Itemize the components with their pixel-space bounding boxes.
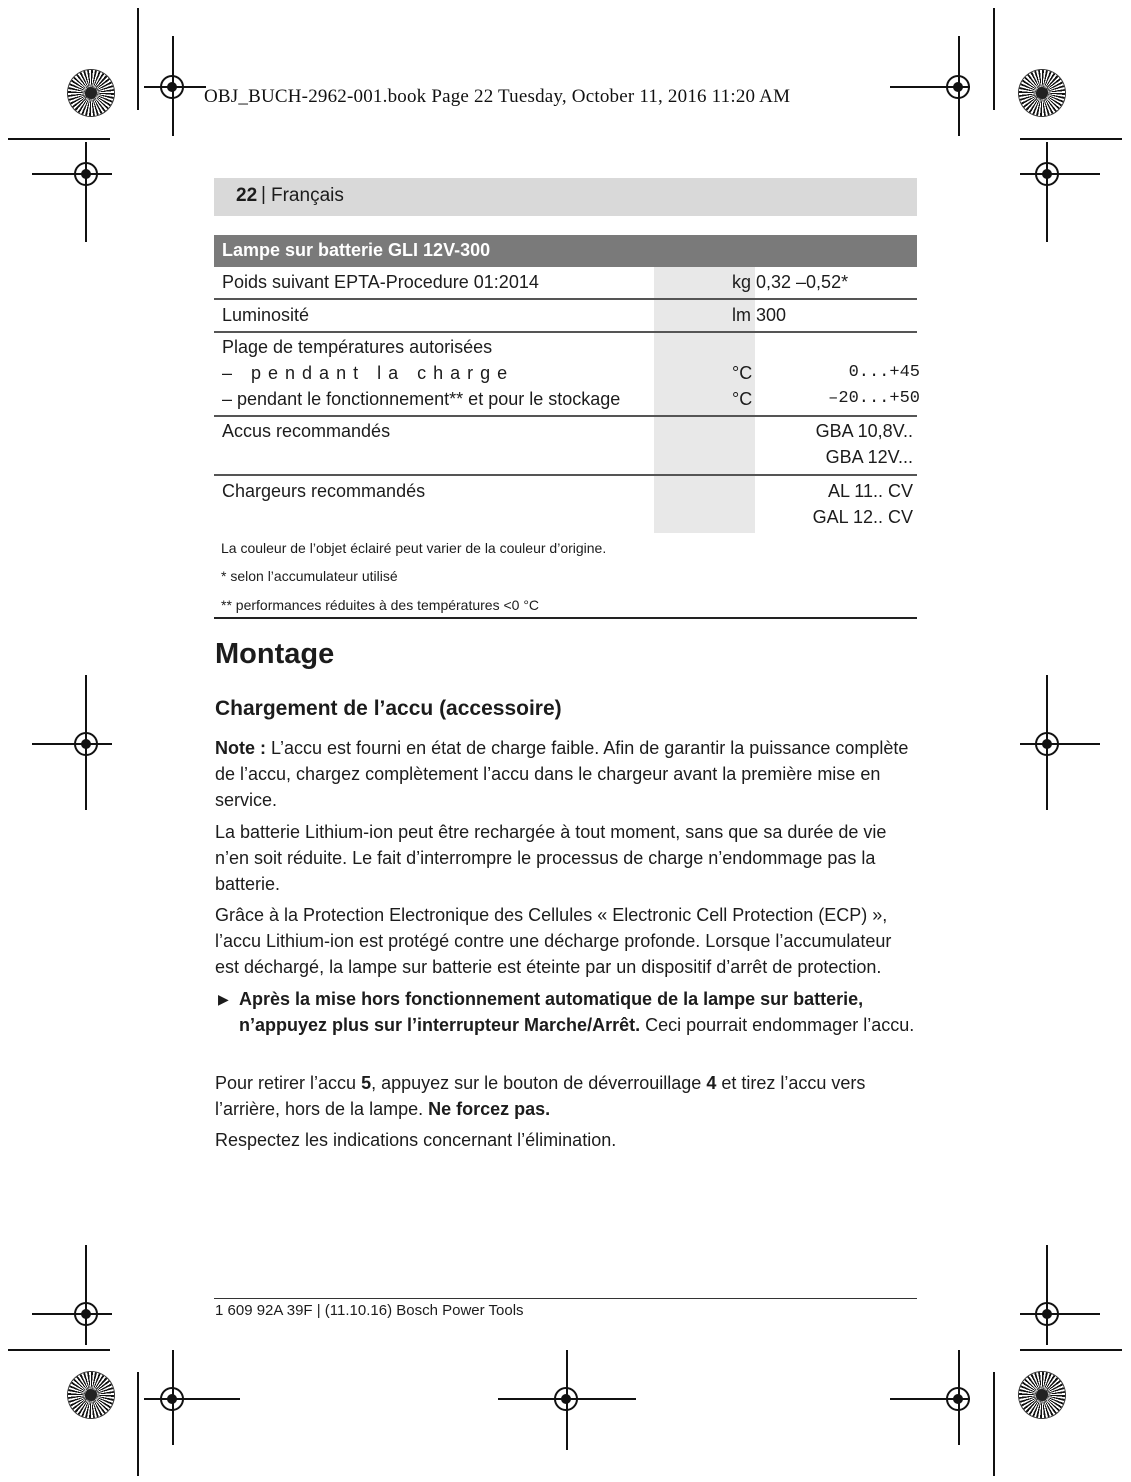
spec-label: Poids suivant EPTA-Procedure 01:2014: [222, 272, 539, 292]
bold-instruction: Ne forcez pas.: [428, 1099, 551, 1119]
removal-paragraph: [215, 1070, 920, 1122]
spec-sub-label: – pendant la charge: [222, 363, 515, 383]
spec-value: 0,32 –0,52*: [756, 272, 849, 292]
part-number: 5: [361, 1073, 372, 1093]
row-divider: [214, 298, 917, 300]
spec-value: 300: [756, 305, 787, 325]
spec-value: GBA 10,8V..: [815, 421, 913, 441]
printer-header: OBJ_BUCH-2962-001.book Page 22 Tuesday, October 11, 2016 11:20 AM: [204, 86, 791, 107]
bullet-triangle-icon: ▶: [218, 991, 229, 1007]
text-run: , appuyez sur le bouton de déverrouillage: [371, 1073, 707, 1093]
table-footnote: ** performances réduites à des températures <0 °C: [221, 597, 540, 613]
paragraph: La batterie Lithium-ion peut être rechargée à tout moment, sans que sa durée de vie n’en soit réduite. Le fait d’interrompre le processus de charge n’endommage pas la batterie.: [215, 822, 887, 894]
spec-value: GBA 12V...: [825, 447, 913, 467]
footer-rule: [214, 1298, 917, 1299]
text-run: et tirez l’accu vers l’arrière, hors de la lampe.: [215, 1073, 866, 1119]
paragraph: Respectez les indications concernant l’élimination.: [215, 1130, 617, 1150]
spec-table-title: [214, 235, 917, 267]
note-label: Note :: [215, 738, 266, 758]
spec-label: Luminosité: [222, 305, 310, 325]
spec-unit: °C: [732, 363, 753, 383]
warning-bold: Après la mise hors fonctionnement automatique de la lampe sur batterie, n’appuyez plus sur l’interrupteur Marche/Arrêt.: [239, 989, 864, 1035]
warning-text: Ceci pourrait endommager l’accu.: [640, 1015, 915, 1035]
table-bottom-rule: [214, 617, 917, 619]
warning-bullet: [239, 986, 919, 1038]
part-number: 4: [706, 1073, 717, 1093]
footer-text: 1 609 92A 39F | (11.10.16) Bosch Power Tools: [215, 1302, 524, 1319]
spec-value: GAL 12.. CV: [812, 507, 913, 527]
spec-unit: °C: [732, 389, 753, 409]
spec-value: AL 11.. CV: [827, 481, 913, 501]
table-footnote: La couleur de l’objet éclairé peut varier de la couleur d’origine.: [221, 540, 607, 556]
text-run: Pour retirer l’accu: [215, 1073, 362, 1093]
spec-value: 0...+45: [848, 363, 920, 382]
note-text: L’accu est fourni en état de charge faible. Afin de garantir la puissance complète de l’accu, chargez complètement l’accu dans le chargeur avant la première mise en service.: [215, 738, 909, 810]
spec-value: –20...+50: [828, 389, 920, 408]
table-footnote: * selon l’accumulateur utilisé: [221, 568, 398, 584]
spec-table-title-text: Lampe sur batterie GLI 12V-300: [222, 240, 491, 260]
spec-label: Plage de températures autorisées: [222, 337, 493, 357]
spec-label: Chargeurs recommandés: [222, 481, 426, 501]
section-title: Montage: [215, 638, 335, 670]
paragraph: Grâce à la Protection Electronique des Cellules « Electronic Cell Protection (ECP) », l’accu Lithium-ion est protégé contre une décharge profonde. Lorsque l’accumulateur est déchargé, la lampe sur batterie est éteinte par un dispositif d’arrêt de protection.: [215, 905, 892, 977]
spec-unit: lm: [732, 305, 751, 325]
note-paragraph: [215, 735, 920, 813]
spec-label: Accus recommandés: [222, 421, 391, 441]
row-divider: [214, 474, 917, 476]
page-band: [214, 178, 917, 216]
spec-unit: kg: [732, 272, 752, 292]
page-number: 22: [236, 185, 258, 206]
page-band-separator: |: [261, 184, 266, 205]
subsection-title: Chargement de l’accu (accessoire): [215, 697, 562, 720]
spec-sub-label: – pendant le fonctionnement** et pour le stockage: [222, 389, 621, 409]
row-divider: [214, 331, 917, 333]
row-divider: [214, 415, 917, 417]
page-language: Français: [271, 185, 344, 206]
